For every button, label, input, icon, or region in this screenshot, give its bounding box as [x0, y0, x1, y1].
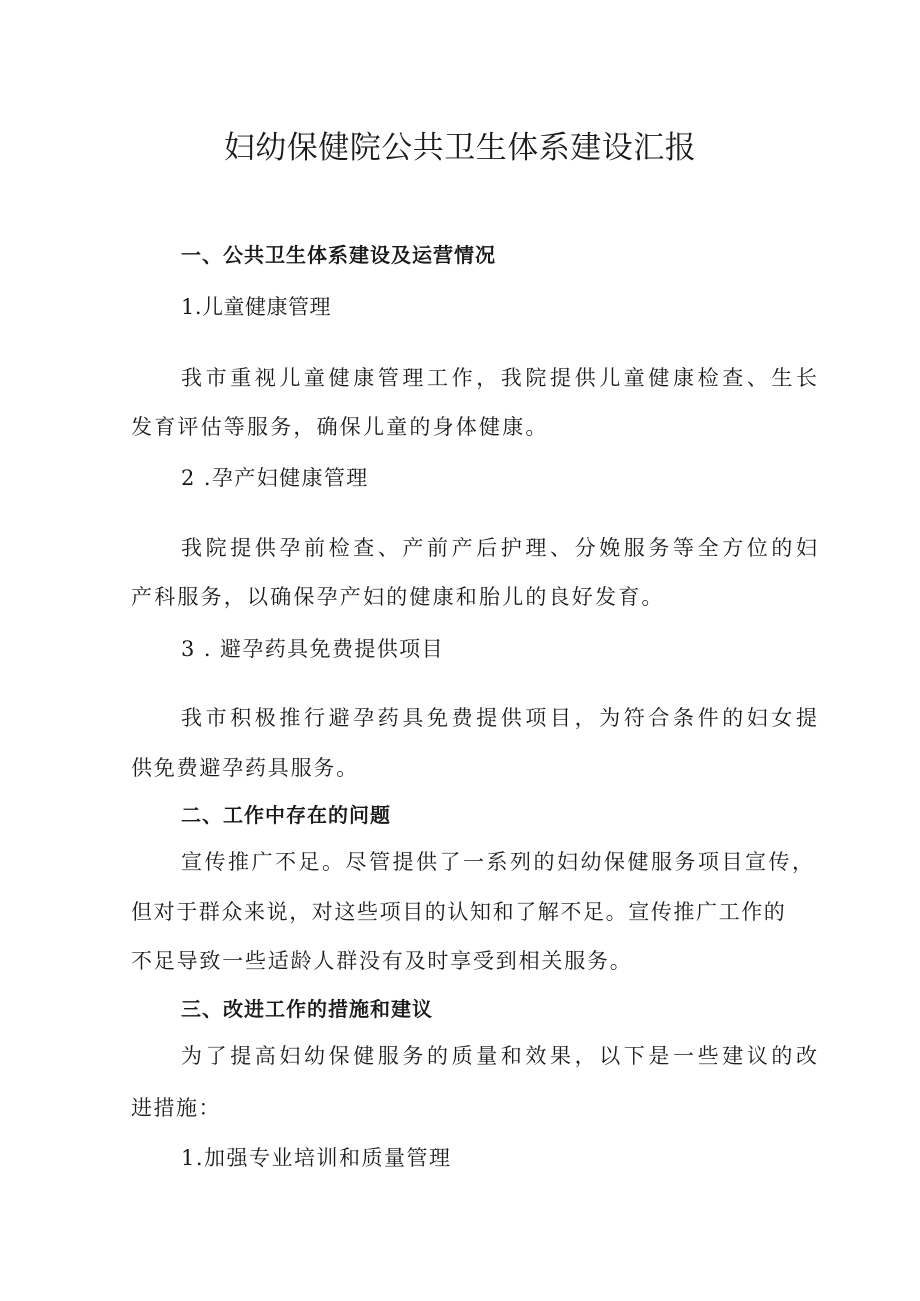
item-1-paragraph-line-2: 发育评估等服务，确保儿童的身体健康。 [131, 415, 549, 439]
section-2-paragraph-line-2: 但对于群众来说，对这些项目的认知和了解不足。宣传推广工作的 [131, 900, 787, 924]
section-3-paragraph-line-2: 进措施： [131, 1096, 221, 1120]
section-3-paragraph-line-1: 为了提高妇幼保健服务的质量和效果，以下是一些建议的改 [181, 1044, 821, 1068]
item-1-paragraph-line-1: 我市重视儿童健康管理工作，我院提供儿童健康检查、生长 [181, 366, 821, 390]
item-1-heading: 1.儿童健康管理 [181, 295, 332, 319]
section-1-heading: 一、公共卫生体系建设及运营情况 [181, 243, 496, 267]
section-2-paragraph-line-1: 宣传推广不足。尽管提供了一系列的妇幼保健服务项目宣传， [181, 850, 816, 874]
item-3-paragraph-line-1: 我市积极推行避孕药具免费提供项目，为符合条件的妇女提 [181, 706, 821, 730]
item-2-paragraph-line-1: 我院提供孕前检查、产前产后护理、分娩服务等全方位的妇 [181, 536, 821, 560]
item-3-paragraph-line-2: 供免费避孕药具服务。 [131, 756, 359, 780]
section-3-item-1-heading: 1.加强专业培训和质量管理 [181, 1146, 452, 1170]
item-2-heading: 2 .孕产妇健康管理 [181, 466, 369, 490]
section-2-paragraph-line-3: 不足导致一些适龄人群没有及时享受到相关服务。 [131, 949, 633, 973]
item-2-paragraph-line-2: 产科服务，以确保孕产妇的健康和胎儿的良好发育。 [131, 585, 665, 609]
section-3-heading: 三、改进工作的措施和建议 [181, 997, 433, 1021]
item-3-heading: 3 . 避孕药具免费提供项目 [181, 637, 444, 661]
document-title: 妇幼保健院公共卫生体系建设汇报 [223, 130, 697, 166]
section-2-heading: 二、工作中存在的问题 [181, 803, 391, 827]
